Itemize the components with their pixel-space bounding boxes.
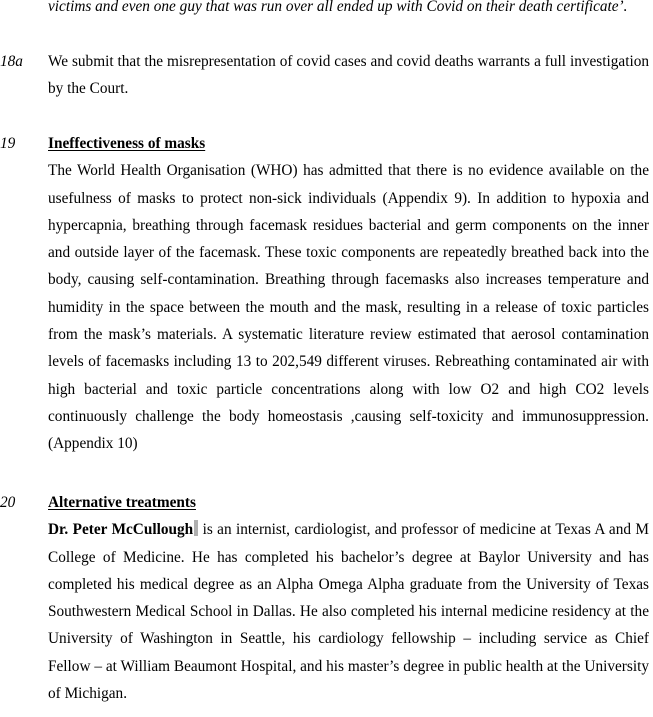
quote-continuation [48, 0, 649, 20]
paragraph-number-18a: 18a [0, 53, 23, 70]
paragraph-number-20: 20 [0, 494, 16, 511]
paragraph-18a [48, 48, 649, 103]
text-cursor[interactable] [194, 520, 198, 536]
section-heading-treatments: Alternative treatments [48, 494, 196, 511]
paragraph-20 [48, 489, 649, 707]
paragraph-19-text: The World Health Organisation (WHO) has admitted that there is no evidence available on the usefulness of masks to protect non-sick individuals (Appendix 9). In addition to hypoxia and hypercapnia, breathing through facemask residues bacterial and germ components on the inner and outside layer of the facemask. These toxic components are repeatedly breathed back into the body, causing self-contamination. Breathing through facemasks also increases temperature and humidity in the space between the mouth and the mask, resulting in a release of toxic particles from the mask’s materials. A systematic literature review estimated that aerosol contamination levels of facemasks including 13 to 202,549 different viruses. Rebreathing contaminated air with high bacterial and toxic particle concentrations along with low O2 and high CO2 levels continuously challenge the body homeostasis ,causing self-toxicity and immunosuppression. (Appendix 10) [48, 162, 649, 453]
paragraph-20-text: is an internist, cardiologist, and professor of medicine at Texas A and M College of Medicine. He has completed his bachelor’s degree at Baylor University and has completed his medical degree as an Alpha Omega Alpha graduate from the University of Texas Southwestern Medical School in Dallas. He also completed his internal medicine residency at the University of Washington in Seattle, his cardiology fellowship – including service as Chief Fellow – at William Beaumont Hospital, and his master’s degree in public health at the University of Michigan. [48, 521, 650, 703]
section-heading-masks: Ineffectiveness of masks [48, 135, 206, 152]
quote-tail-text: victims and even one guy that was run over all ended up with Covid on their death certificate’. [48, 0, 628, 15]
paragraph-18a-text: We submit that the misrepresentation of covid cases and covid deaths warrants a full investigation by the Court. [48, 53, 649, 98]
person-name: Dr. Peter McCullough [48, 521, 194, 539]
paragraph-number-19: 19 [0, 135, 16, 152]
paragraph-19 [48, 130, 649, 458]
paragraph-20-body [48, 516, 649, 707]
